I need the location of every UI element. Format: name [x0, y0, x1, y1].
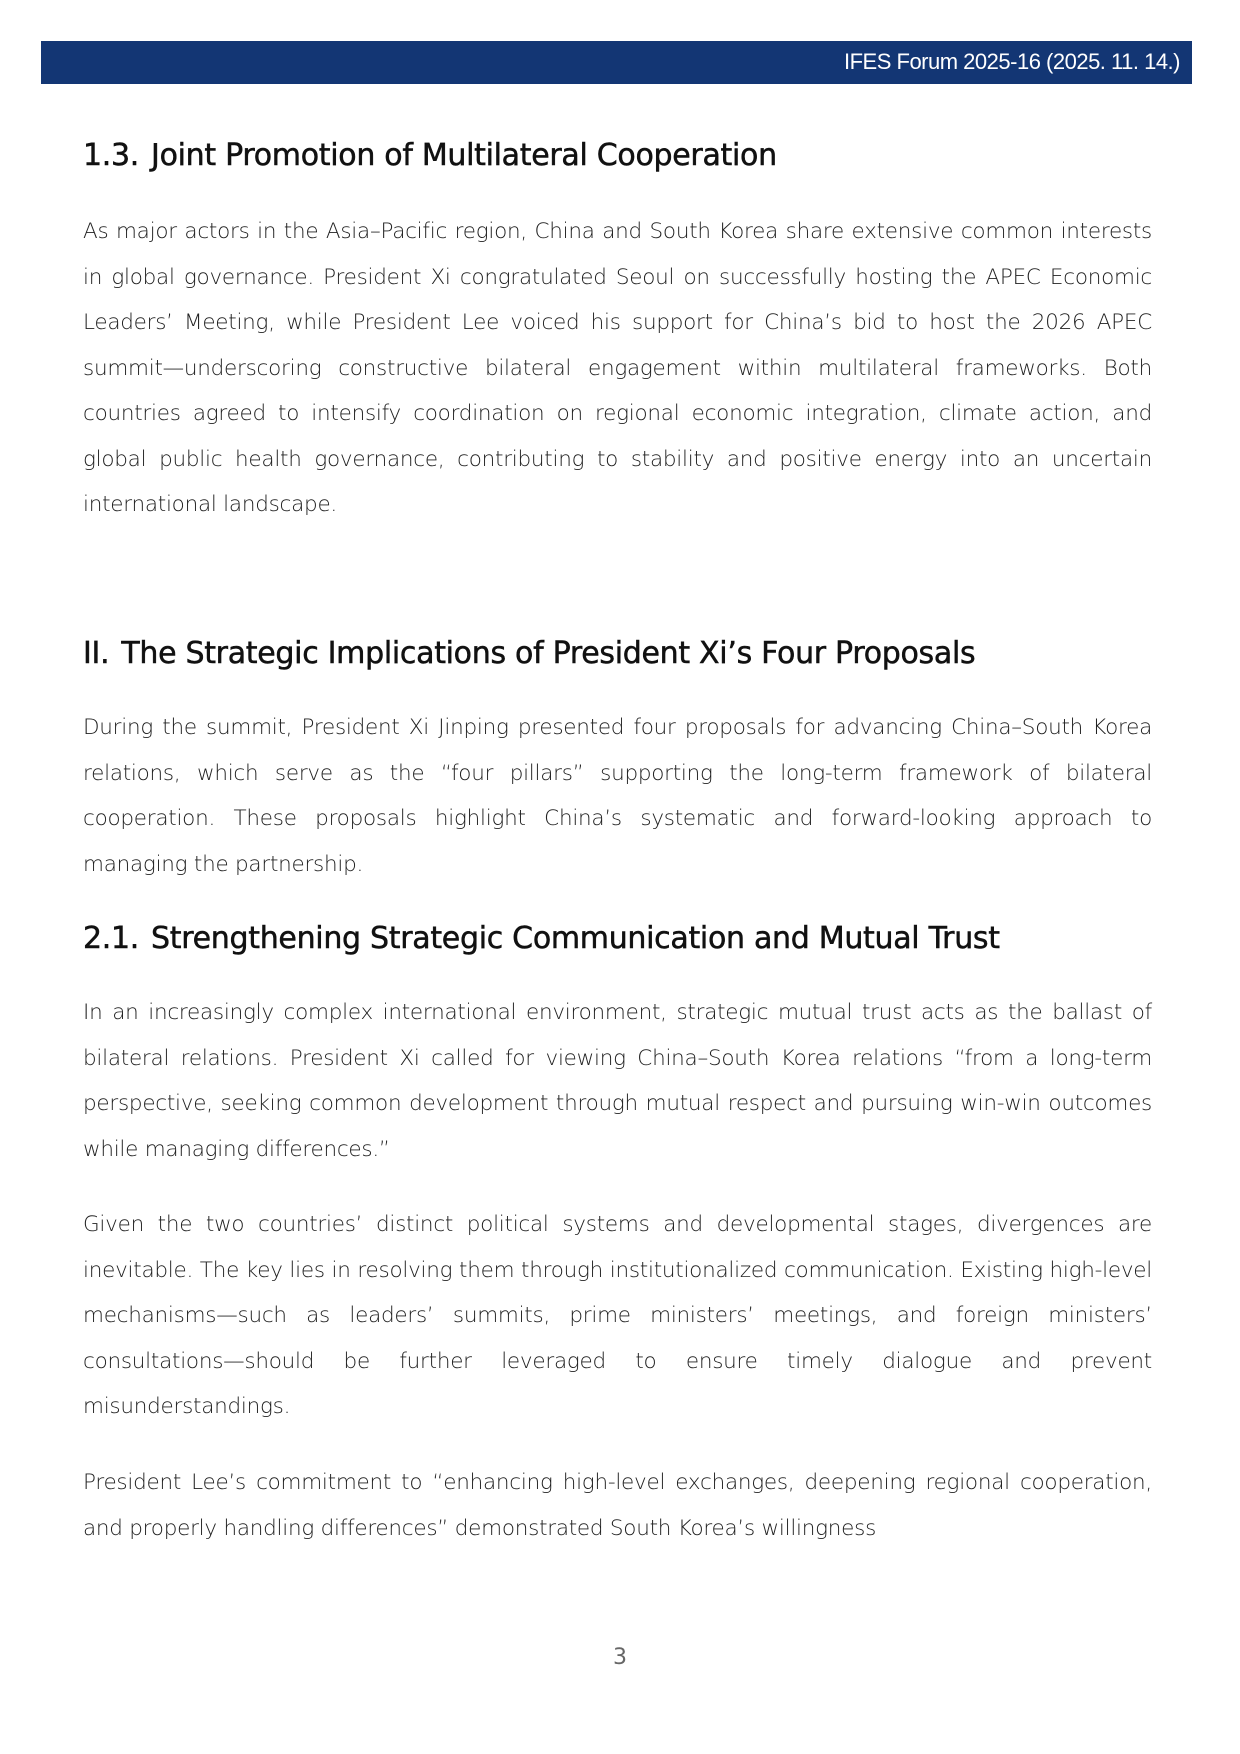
page-number: 3: [613, 1645, 627, 1670]
paragraph: As major actors in the Asia–Pacific region, China and South Korea share extensive common interests in global governance. President Xi congratulated Seoul on successfully hosting the APEC Economic Leaders’ Meeting, while President Lee voiced his support for China’s bid to host the 2026 APEC summit—underscoring constructive bilateral engagement within multilateral frameworks. Both countries agreed to intensify coordination on regional economic integration, climate action, and global public health governance, contributing to stability and positive energy into an uncertain international landscape.: [83, 219, 1152, 517]
section-number: II.: [83, 636, 110, 671]
section-heading-2-1: [83, 921, 1152, 956]
section-heading-ii: [83, 636, 1152, 671]
section-title: Joint Promotion of Multilateral Cooperation: [151, 138, 777, 173]
paragraph: In an increasingly complex international environment, strategic mutual trust acts as the ballast of bilateral relations. President Xi called for viewing China–South Korea relations “from a long-term perspective, seeking common development through mutual respect and pursuing win-win outcomes while managing differences.”: [83, 1000, 1152, 1162]
header-bar: [41, 41, 1192, 84]
header-publication-label: IFES Forum 2025-16 (2025. 11. 14.): [844, 49, 1180, 74]
section-title: Strengthening Strategic Communication and Mutual Trust: [151, 921, 1000, 956]
section-title: The Strategic Implications of President Xi’s Four Proposals: [121, 636, 976, 671]
section-number: 1.3.: [83, 138, 140, 173]
paragraph: During the summit, President Xi Jinping presented four proposals for advancing China–South Korea relations, which serve as the “four pillars” supporting the long-term framework of bilateral cooperation. These proposals highlight China’s systematic and forward-looking approach to managing the partnership.: [83, 715, 1152, 877]
paragraph: President Lee’s commitment to “enhancing high-level exchanges, deepening regional cooperation, and properly handling differences” demonstrated South Korea’s willingness: [83, 1470, 1152, 1541]
section-heading-1-3: [83, 138, 1152, 173]
paragraph: Given the two countries’ distinct political systems and developmental stages, divergences are inevitable. The key lies in resolving them through institutionalized communication. Existing high-level mechanisms—such as leaders’ summits, prime ministers’ meetings, and foreign ministers’ consultations—should be further leveraged to ensure timely dialogue and prevent misunderstandings.: [83, 1212, 1152, 1419]
section-number: 2.1.: [83, 921, 140, 956]
